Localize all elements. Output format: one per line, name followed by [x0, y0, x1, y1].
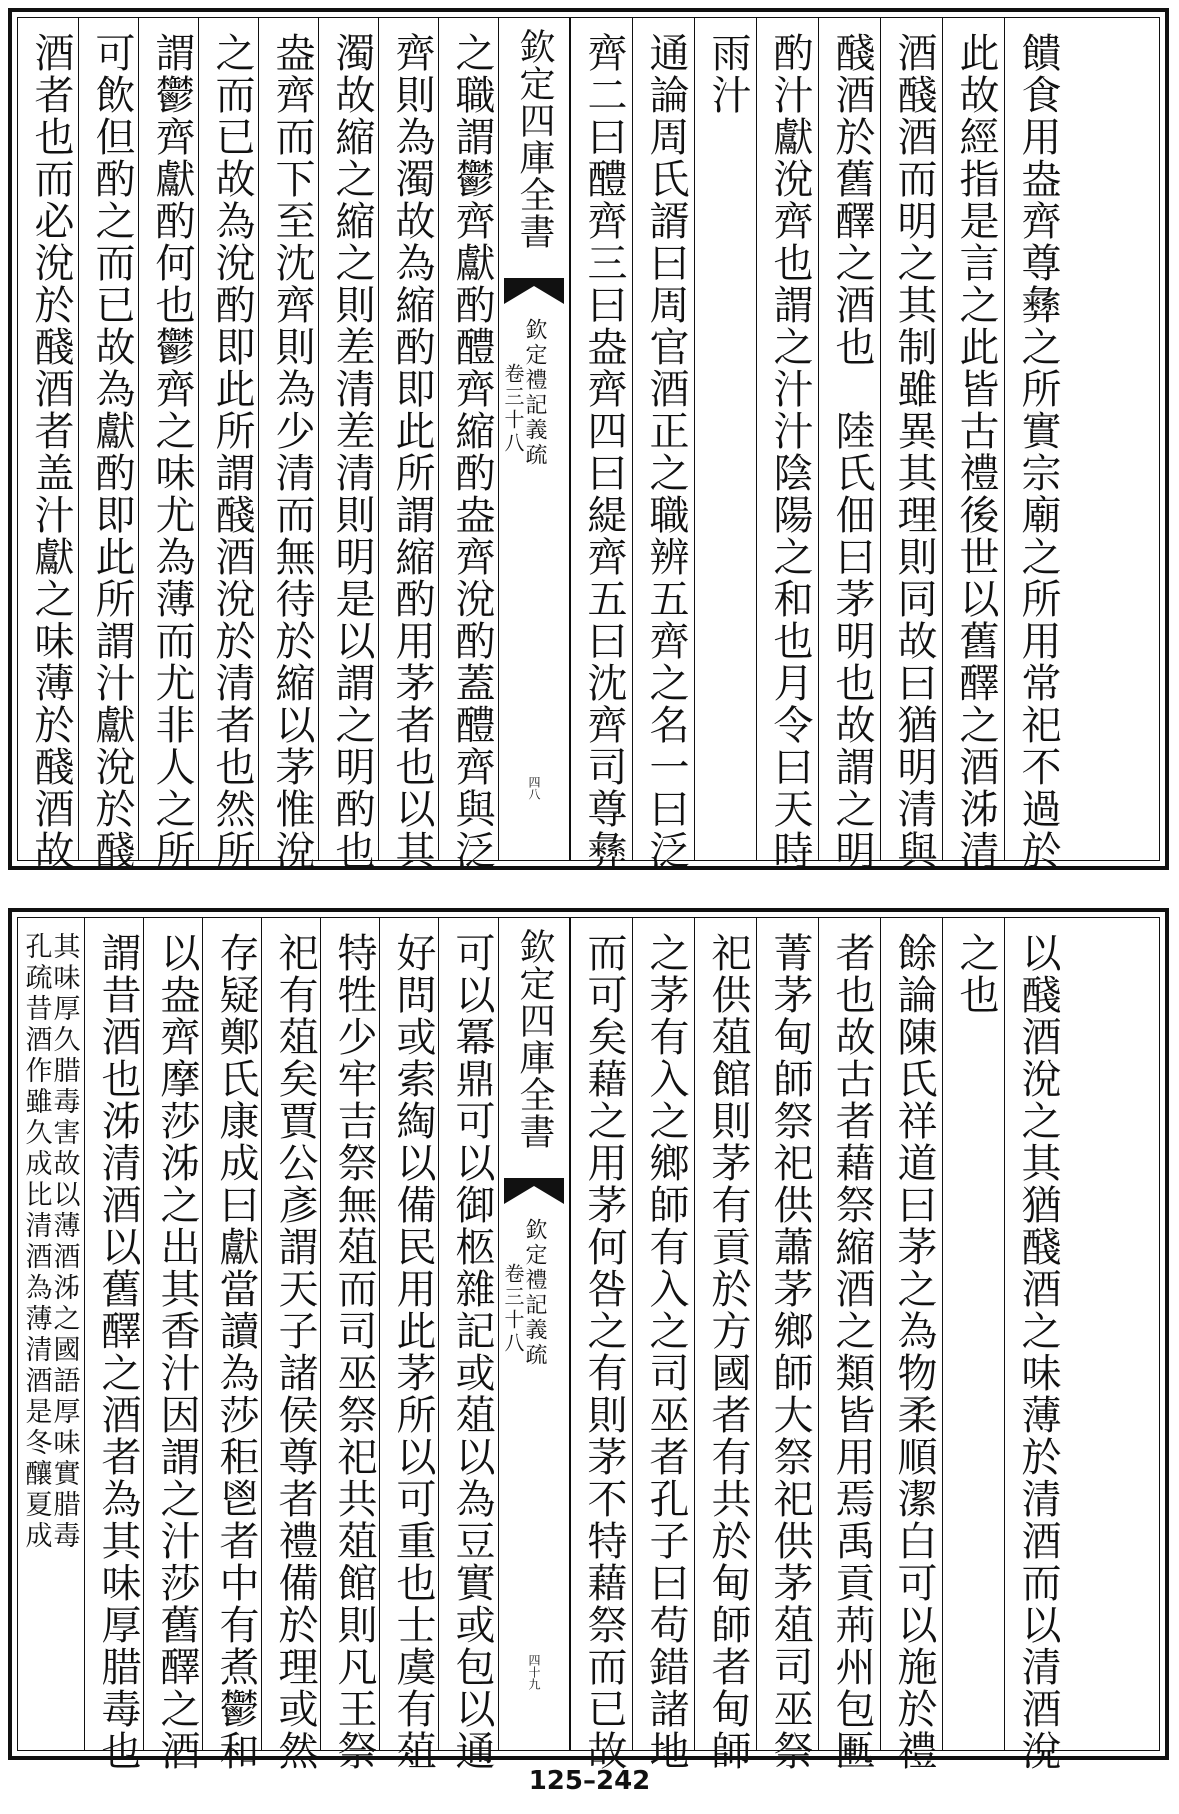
text-column — [143, 918, 210, 1772]
column-text: 齊則為濁故為縮酌即此所謂縮酌用茅者也以其 — [389, 32, 435, 872]
book-title: 欽定禮記義疏 — [522, 318, 547, 468]
column-text: 酒者也而必涗於醆酒者盖汁獻之味薄於醆酒故 — [28, 32, 74, 872]
column-text: 饋食用盎齊尊彝之所實宗廟之所用常祀不過於 — [1015, 32, 1061, 872]
column-text: 謂鬱齊獻酌何也鬱齊之味尤為薄而尤非人之所 — [149, 32, 195, 872]
text-column — [694, 918, 761, 1772]
text-column — [320, 918, 387, 1772]
column-text: 酌汁獻涗齊也謂之汁汁陰陽之和也月令曰天時 — [767, 32, 813, 872]
column-text: 之茅有入之鄉師有入之司巫者孔子曰苟錯諸地 — [643, 932, 689, 1772]
text-column — [570, 918, 637, 1772]
text-column — [818, 18, 885, 872]
top-page-inner-border — [17, 17, 1160, 872]
text-column — [880, 918, 947, 1772]
column-text: 菁茅甸師祭祀供蕭茅鄉師大祭祀供茅葅司巫祭 — [767, 932, 813, 1772]
text-column — [570, 18, 637, 872]
column-text: 以醆酒涗之其猶醆酒之味薄於清酒而以清酒涗 — [1015, 932, 1061, 1772]
text-column — [632, 18, 699, 872]
column-text: 者也故古者藉祭縮酒之類皆用焉禹貢荊州包匭 — [829, 932, 875, 1772]
text-column — [756, 918, 823, 1772]
text-column — [942, 18, 1009, 872]
column-text: 齊二曰醴齊三曰盎齊四曰緹齊五曰沈齊司尊彝 — [581, 32, 627, 872]
text-column — [258, 18, 325, 872]
note-column — [18, 918, 84, 1750]
column-text: 以盎齊摩莎泲之出其香汁因謂之汁莎舊醳之酒 — [154, 932, 200, 1772]
text-column — [632, 918, 699, 1772]
column-text: 濁故縮之縮之則差清差清則明是以謂之明酌也 — [329, 32, 375, 872]
fishtail-mark-icon — [504, 1178, 564, 1204]
top-page-frame — [8, 8, 1169, 870]
juan-label: 卷三十八 — [501, 363, 525, 455]
column-text: 之職謂鬱齊獻酌醴齊縮酌盎齊涗酌蓋醴齊與泛 — [449, 32, 495, 872]
text-column — [379, 918, 446, 1772]
column-text: 好問或索綯以備民用此茅所以可重也士虞有葅 — [390, 932, 436, 1772]
text-column — [318, 18, 385, 872]
text-column — [261, 918, 328, 1772]
column-text: 存疑鄭氏康成曰獻當讀為莎秬鬯者中有煮鬱和 — [213, 932, 259, 1772]
bottom-page-inner-border — [17, 917, 1160, 1772]
book-title: 欽定禮記義疏 — [522, 1218, 547, 1368]
text-column — [694, 18, 761, 860]
text-column — [202, 918, 269, 1772]
column-text: 雨汁 — [705, 32, 751, 116]
folio-number: 四八 — [527, 776, 541, 800]
text-column — [1004, 18, 1071, 872]
text-column — [84, 918, 151, 1772]
text-column — [78, 18, 145, 872]
page-spine — [498, 18, 570, 860]
bottom-page-frame — [8, 908, 1169, 1772]
juan-label: 卷三十八 — [501, 1263, 525, 1355]
column-text: 餘論陳氏祥道曰茅之為物柔順潔白可以施於禮 — [891, 932, 937, 1772]
text-column — [138, 18, 205, 872]
column-text: 祀供葅館則茅有貢於方國者有共於甸師者甸師 — [705, 932, 751, 1772]
column-text: 之而已故為涗酌即此所謂醆酒涗於清者也然所 — [209, 32, 255, 872]
collection-title: 欽定四庫全書 — [514, 928, 555, 1150]
column-text: 通論周氏諝曰周官酒正之職辨五齊之名一曰泛 — [643, 32, 689, 872]
page-spine — [498, 918, 570, 1750]
column-text: 醆酒於舊醳之酒也 陸氏佃曰茅明也故謂之明 — [829, 32, 875, 872]
text-column — [1004, 918, 1071, 1772]
column-text: 可飲但酌之而已故為獻酌即此所謂汁獻涗於醆 — [89, 32, 135, 872]
fishtail-mark-icon — [504, 278, 564, 304]
text-column — [18, 18, 84, 872]
column-text: 可以冪鼎可以御柩雜記或葅以為豆實或包以通 — [449, 932, 495, 1772]
column-text: 酒醆酒而明之其制雖異其理則同故曰猶明清與 — [891, 32, 937, 872]
column-text: 特牲少牢吉祭無葅而司巫祭祀共葅館則凡王祭 — [331, 932, 377, 1772]
note-text: 其味厚久腊毒害故以薄酒泲之國語厚味實腊毒 — [48, 932, 80, 1552]
column-text: 之也 — [953, 932, 999, 1016]
note-text: 孔疏昔酒作雖久成比清酒為薄清酒是冬釀夏成 — [20, 932, 52, 1552]
text-column — [378, 18, 445, 872]
folio-number: 四十九 — [527, 1654, 541, 1690]
column-text: 盎齊而下至沈齊則為少清而無待於縮以茅惟涗 — [269, 32, 315, 872]
text-column — [438, 918, 505, 1772]
column-text: 謂昔酒也泲清酒以舊醳之酒者為其味厚腊毒也 — [95, 932, 141, 1772]
column-text: 此故經指是言之此皆古禮後世以舊醳之酒泲清 — [953, 32, 999, 872]
text-column — [756, 18, 823, 872]
page-number: 125–242 — [528, 1766, 651, 1796]
text-column — [818, 918, 885, 1772]
text-column — [438, 18, 505, 872]
collection-title: 欽定四庫全書 — [514, 28, 555, 250]
text-column — [942, 918, 1009, 1750]
column-text: 祀有葅矣賈公彥謂天子諸侯尊者禮備於理或然 — [272, 932, 318, 1772]
column-text: 而可矣藉之用茅何咎之有則茅不特藉祭而已故 — [581, 932, 627, 1772]
text-column — [880, 18, 947, 872]
text-column — [198, 18, 265, 872]
